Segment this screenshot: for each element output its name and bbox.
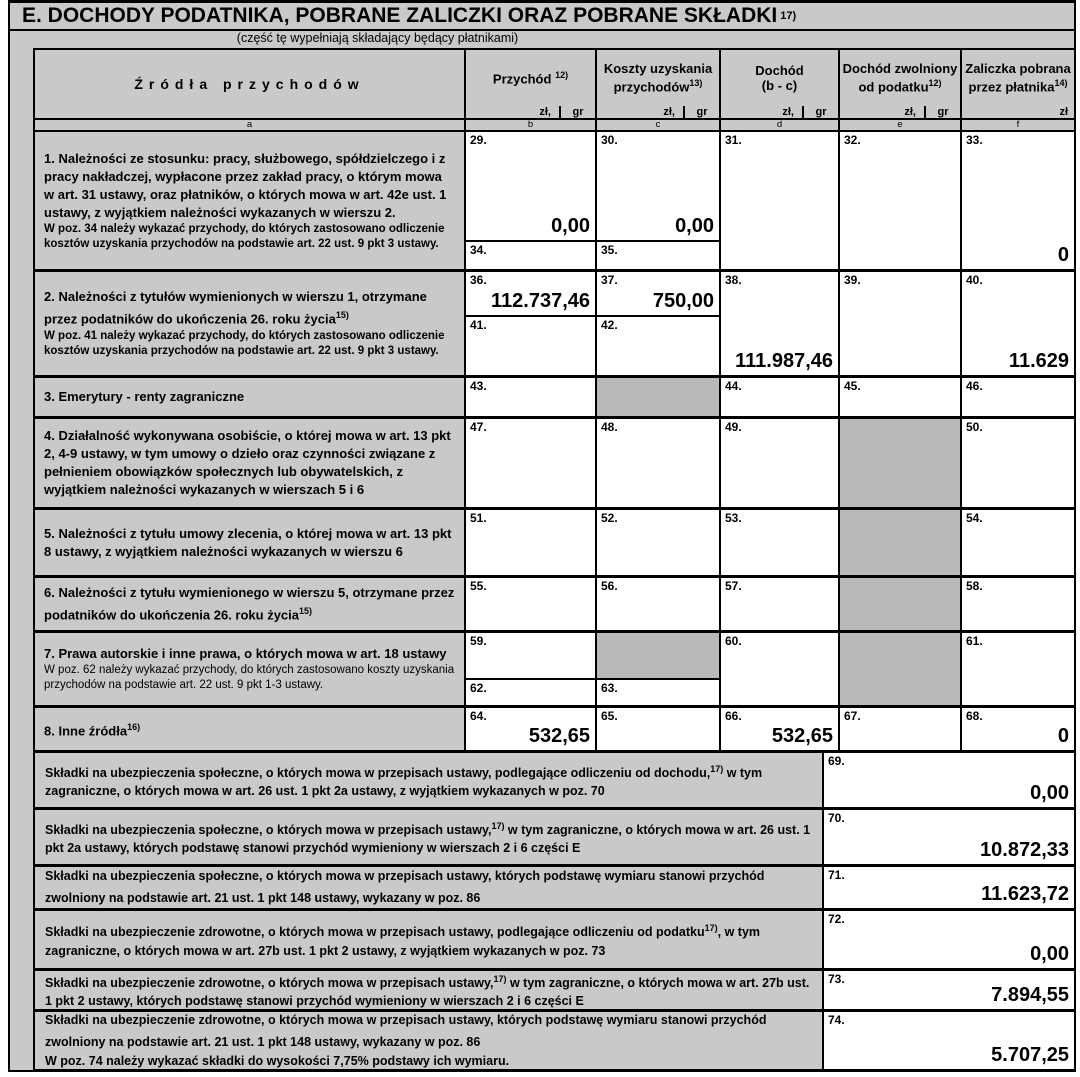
- field-71-number: 71.: [828, 868, 845, 882]
- row-7-label-cell: [35, 633, 464, 705]
- field-69-value: 0,00: [1030, 782, 1069, 804]
- field-44: [719, 378, 838, 416]
- row-8-footnote: 16): [127, 721, 141, 732]
- section-title-bar: [10, 3, 1074, 31]
- blocked-cell-row7-zwolniony: [838, 633, 960, 705]
- column-header-dochod-zwolniony-label: Dochód zwolniony od podatku: [842, 60, 958, 95]
- field-46-number: 46.: [966, 379, 983, 393]
- blocked-cell-row5-zwolniony: [838, 510, 960, 575]
- column-header-sources-label: Źródła przychodów: [134, 75, 365, 92]
- field-37-number: 37.: [601, 273, 618, 287]
- column-header-przychod-label: Przychód: [492, 71, 552, 87]
- field-55: [464, 578, 595, 630]
- field-49-number: 49.: [725, 420, 742, 434]
- field-73: [822, 971, 1074, 1009]
- field-56: [595, 578, 719, 630]
- column-header-dochod: [719, 50, 838, 118]
- contrib-74-label-cell: [35, 1012, 822, 1069]
- field-60-number: 60.: [725, 634, 742, 648]
- contrib-70-footnote: 17): [491, 820, 505, 831]
- row-3-label-cell: [35, 378, 464, 416]
- column-header-przychod-footnote: 12): [555, 70, 569, 81]
- row-1-note: W poz. 34 należy wykazać przychody, do których zastosowano odliczenie kosztów uzyskania przychodów na podstawie art. 22 ust. 9 pkt 3 ustawy.: [44, 222, 445, 250]
- field-50: [960, 419, 1074, 507]
- unit-zl: zł,: [663, 106, 675, 118]
- blocked-cell-row6-zwolniony: [838, 578, 960, 630]
- field-38: [719, 272, 838, 375]
- field-40-number: 40.: [966, 273, 983, 287]
- field-30: [597, 132, 719, 242]
- field-46: [960, 378, 1074, 416]
- contrib-72-label-cell: [35, 911, 822, 968]
- contrib-73-footnote: 17): [493, 973, 507, 984]
- field-66: [719, 708, 838, 750]
- row-6-footnote: 15): [299, 605, 313, 616]
- field-68: [960, 708, 1074, 750]
- column-letter-f: f: [960, 120, 1074, 130]
- units-koszty: [597, 103, 719, 118]
- field-36-number: 36.: [470, 273, 487, 287]
- field-72: [822, 911, 1074, 968]
- field-31-number: 31.: [725, 133, 742, 147]
- field-36-value: 112.737,46: [491, 290, 590, 312]
- income-row-4: [35, 416, 1074, 507]
- column-letter-a: a: [246, 119, 253, 130]
- field-37-42: [595, 272, 719, 375]
- field-35-number: 35.: [601, 243, 618, 257]
- unit-zl: zł,: [904, 106, 916, 118]
- field-67: [838, 708, 960, 750]
- field-62-number: 62.: [470, 681, 487, 695]
- contrib-69-label-cell: [35, 753, 822, 807]
- contrib-73-label: Składki na ubezpieczenie zdrowotne, o których mowa w przepisach ustawy,$^{17)}$ w tym zagraniczne, o których mowa w art. 27b ust. 1 pkt 2 ustawy, których podstawę stanowi przychód wymieniony w wierszach 2 i 6 części E: [45, 973, 810, 1009]
- field-32-number: 32.: [844, 133, 861, 147]
- unit-zl: zł,: [782, 106, 794, 118]
- blocked-cell-row7-koszty: [597, 633, 719, 680]
- field-45: [838, 378, 960, 416]
- unit-zl: zł,: [539, 106, 551, 118]
- field-39-number: 39.: [844, 273, 861, 287]
- contrib-71-label: Składki na ubezpieczenia społeczne, o których mowa w przepisach ustawy, których podstawę wymiaru stanowi przychód zwolniony na podstawie art. 21 ust. 1 pkt 148 ustawy, wykazany w poz. 86: [45, 869, 765, 906]
- income-row-7: [35, 630, 1074, 705]
- income-row-2: [35, 269, 1074, 375]
- field-54-number: 54.: [966, 511, 983, 525]
- field-33-number: 33.: [966, 133, 983, 147]
- field-65: [595, 708, 719, 750]
- row-1-label-cell: [35, 132, 464, 269]
- field-54: [960, 510, 1074, 575]
- field-69-number: 69.: [828, 754, 845, 768]
- field-40: [960, 272, 1074, 375]
- field-31: [719, 132, 838, 269]
- field-30-value: 0,00: [675, 215, 714, 237]
- row-1-label: 1. Należności ze stosunku: pracy, służbowego, spółdzielczego i z pracy nakładczej, wypłacone przez zakład pracy, o którym mowa w art. 31 ustawy, oraz płatników, o których mowa w art. 42e ust. 1 ustawy, z wyjątkiem należności wykazanych w wierszu 2.: [44, 150, 447, 220]
- field-52-number: 52.: [601, 511, 618, 525]
- field-49: [719, 419, 838, 507]
- contrib-74-note: W poz. 74 należy wykazać składki do wysokości 7,75% podstawy ich wymiaru.: [45, 1053, 510, 1068]
- field-41-number: 41.: [470, 318, 487, 332]
- field-43: [464, 378, 595, 416]
- field-47: [464, 419, 595, 507]
- field-73-number: 73.: [828, 972, 845, 986]
- field-44-number: 44.: [725, 379, 742, 393]
- section-title: E. DOCHODY PODATNIKA, POBRANE ZALICZKI ORAZ POBRANE SKŁADKI: [22, 4, 778, 27]
- field-35: [597, 242, 719, 269]
- row-7-label: 7. Prawa autorskie i inne prawa, o których mowa w art. 18 ustawy: [44, 646, 447, 661]
- field-59-number: 59.: [470, 634, 487, 648]
- field-68-value: 0: [1057, 725, 1069, 747]
- field-51: [464, 510, 595, 575]
- contributions-table: [33, 750, 1076, 1071]
- column-header-zaliczka: [960, 50, 1074, 118]
- field-63-group: [595, 633, 719, 705]
- field-47-number: 47.: [470, 420, 487, 434]
- column-header-dochod-label: Dochód: [755, 62, 804, 78]
- field-61-number: 61.: [966, 634, 983, 648]
- field-74-number: 74.: [828, 1013, 845, 1027]
- column-header-dochod-formula: (b - c): [761, 77, 798, 93]
- field-36-41: [464, 272, 595, 375]
- contrib-72-footnote: 17): [704, 923, 718, 934]
- contrib-71-label-cell: [35, 867, 822, 908]
- field-45-number: 45.: [844, 379, 861, 393]
- field-32: [838, 132, 960, 269]
- column-letter-d: d: [719, 120, 838, 130]
- field-39: [838, 272, 960, 375]
- income-row-8: [35, 705, 1074, 750]
- field-29-number: 29.: [470, 133, 487, 147]
- section-subtitle-bar: [10, 31, 1074, 46]
- contrib-row-73: [35, 968, 1074, 1009]
- field-66-value: 532,65: [771, 725, 833, 747]
- field-64-value: 532,65: [528, 725, 590, 747]
- field-30-number: 30.: [601, 133, 618, 147]
- field-37: [597, 272, 719, 317]
- field-64-number: 64.: [470, 709, 487, 723]
- field-34-number: 34.: [470, 243, 487, 257]
- income-row-1: [35, 130, 1074, 269]
- field-63-number: 63.: [601, 681, 618, 695]
- field-57-number: 57.: [725, 579, 742, 593]
- column-header-koszty-label: Koszty uzyskania przychodów: [603, 60, 713, 95]
- field-29-value: 0,00: [551, 215, 590, 237]
- row-6-label-cell: [35, 578, 464, 630]
- income-row-3: [35, 375, 1074, 416]
- field-57: [719, 578, 838, 630]
- field-71: [822, 867, 1074, 908]
- row-8-label: 8. Inne źródła$^{16)}$: [44, 721, 141, 739]
- field-36: [466, 272, 595, 317]
- field-74-value: 5.707,25: [991, 1044, 1069, 1066]
- column-header-koszty: [595, 50, 719, 118]
- row-6-label: 6. Należności z tytułu wymienionego w wierszu 5, otrzymane przez podatników do ukończenia 26. roku życia$^{15)}$: [44, 584, 455, 623]
- contrib-row-69: [35, 753, 1074, 807]
- contrib-74-label: Składki na ubezpieczenie zdrowotne, o których mowa w przepisach ustawy, których podstawę wymiaru stanowi przychód zwolniony na podstawie art. 21 ust. 1 pkt 148 ustawy, wykazany w poz. 86: [45, 1013, 767, 1050]
- column-letter-e: e: [838, 120, 960, 130]
- field-38-number: 38.: [725, 273, 742, 287]
- contrib-row-72: [35, 908, 1074, 968]
- field-29: [466, 132, 595, 242]
- unit-zl: zł: [1059, 106, 1068, 118]
- contrib-72-label: Składki na ubezpieczenie zdrowotne, o których mowa w przepisach ustawy, podlegające odliczeniu od podatku$^{17)}$, w tym zagraniczne, o których mowa w art. 27b ust. 1 pkt 2 ustawy, z wyjątkiem wykazanych w poz. 73: [45, 923, 761, 958]
- field-30-35: [595, 132, 719, 269]
- column-header-dochod-zwolniony-footnote: 12): [928, 77, 942, 88]
- income-table-header: [35, 50, 1074, 118]
- field-70-number: 70.: [828, 811, 845, 825]
- blocked-cell-row4-zwolniony: [838, 419, 960, 507]
- units-przychod: [466, 103, 595, 118]
- row-7-note: W poz. 62 należy wykazać przychody, do których zastosowano koszty uzyskania przychodów na podstawie art. 22 ust. 9 pkt 1-3 ustawy.: [44, 664, 455, 691]
- field-41: [466, 317, 595, 375]
- field-59: [466, 633, 595, 680]
- field-40-value: 11.629: [1008, 350, 1069, 372]
- units-zaliczka: [962, 103, 1074, 118]
- contrib-70-label-cell: [35, 810, 822, 864]
- income-row-6: [35, 575, 1074, 630]
- column-header-zaliczka-label: Zaliczka pobrana przez płatnika: [965, 60, 1071, 95]
- contrib-row-71: [35, 864, 1074, 908]
- row-2-footnote: 15): [335, 310, 349, 321]
- field-43-number: 43.: [470, 379, 487, 393]
- contrib-row-74: [35, 1009, 1074, 1069]
- field-68-number: 68.: [966, 709, 983, 723]
- blocked-cell-row3-koszty: [595, 378, 719, 416]
- field-66-number: 66.: [725, 709, 742, 723]
- field-29-34: [464, 132, 595, 269]
- contrib-70-label: Składki na ubezpieczenia społeczne, o których mowa w przepisach ustawy,$^{17)}$ w tym zagraniczne, o których mowa w art. 26 ust. 1 pkt 2a ustawy, których podstawę stanowi przychód wymieniony w wierszach 2 i 6 części E: [45, 820, 811, 856]
- unit-gr: gr: [924, 106, 960, 118]
- field-72-number: 72.: [828, 912, 845, 926]
- column-header-dochod-zwolniony: [838, 50, 960, 118]
- row-2-label: 2. Należności z tytułów wymienionych w wierszu 1, otrzymane przez podatników do ukończenia 26. roku życia$^{15)}$: [44, 289, 427, 327]
- field-42-number: 42.: [601, 318, 618, 332]
- field-50-number: 50.: [966, 420, 983, 434]
- field-61: [960, 633, 1074, 705]
- column-letters-row: [35, 118, 1074, 130]
- contrib-73-label-cell: [35, 971, 822, 1009]
- field-58-number: 58.: [966, 579, 983, 593]
- column-letter-b: b: [464, 120, 595, 130]
- income-table: [33, 48, 1076, 750]
- section-subtitle: (część tę wypełniają składający będący płatnikami): [236, 31, 519, 45]
- unit-gr: gr: [683, 106, 719, 118]
- field-42: [597, 317, 719, 375]
- field-53: [719, 510, 838, 575]
- field-65-number: 65.: [601, 709, 618, 723]
- field-59-62: [464, 633, 595, 705]
- field-58: [960, 578, 1074, 630]
- unit-gr: gr: [559, 106, 595, 118]
- field-48-number: 48.: [601, 420, 618, 434]
- row-8-label-cell: [35, 708, 464, 750]
- field-33: [960, 132, 1074, 269]
- row-2-label-cell: [35, 272, 464, 375]
- row-5-label-cell: [35, 510, 464, 575]
- field-48: [595, 419, 719, 507]
- column-letter-c: c: [595, 120, 719, 130]
- field-53-number: 53.: [725, 511, 742, 525]
- field-69: [822, 753, 1074, 807]
- units-dochod-zwolniony: [840, 103, 960, 118]
- field-34: [466, 242, 595, 269]
- section-title-footnote: 17): [780, 10, 797, 22]
- field-62: [466, 680, 595, 705]
- field-60: [719, 633, 838, 705]
- field-55-number: 55.: [470, 579, 487, 593]
- units-dochod: [721, 103, 838, 118]
- row-4-label: 4. Działalność wykonywana osobiście, o której mowa w art. 13 pkt 2, 4-9 ustawy, w tym umowy o dzieło oraz czynności związane z pełnieniem obowiązków społecznych lub obywatelskich, z wyjątkiem należności wykazanych w wierszach 5 i 6: [44, 428, 451, 497]
- field-56-number: 56.: [601, 579, 618, 593]
- row-3-label: 3. Emerytury - renty zagraniczne: [44, 389, 245, 404]
- row-2-note: W poz. 41 należy wykazać przychody, do których zastosowano odliczenie kosztów uzyskania przychodów na podstawie art. 22 ust. 9 pkt 3 ustawy.: [44, 329, 445, 357]
- unit-gr: gr: [802, 106, 838, 118]
- row-5-label: 5. Należności z tytułu umowy zlecenia, o której mowa w art. 13 pkt 8 ustawy, z wyjątkiem należności wykazanych w wierszu 6: [44, 525, 452, 559]
- field-70-value: 10.872,33: [980, 839, 1069, 861]
- field-51-number: 51.: [470, 511, 487, 525]
- contrib-69-footnote: 17): [710, 763, 724, 774]
- column-header-zaliczka-footnote: 14): [1054, 77, 1068, 88]
- field-73-value: 7.894,55: [991, 984, 1069, 1006]
- field-37-value: 750,00: [652, 290, 714, 312]
- field-71-value: 11.623,72: [981, 883, 1069, 905]
- field-33-value: 0: [1057, 244, 1069, 266]
- column-header-sources: [35, 50, 464, 118]
- column-header-koszty-footnote: 13): [689, 77, 703, 88]
- field-74: [822, 1012, 1074, 1069]
- field-67-number: 67.: [844, 709, 861, 723]
- field-38-value: 111.987,46: [735, 350, 833, 372]
- contrib-69-label: Składki na ubezpieczenia społeczne, o których mowa w przepisach ustawy, podlegające odliczeniu od dochodu,$^{17)}$ w tym zagraniczne, o których mowa w art. 26 ust. 1 pkt 2a ustawy, z wyjątkiem wykazanych w poz. 70: [45, 763, 763, 799]
- field-70: [822, 810, 1074, 864]
- field-52: [595, 510, 719, 575]
- field-64: [464, 708, 595, 750]
- field-72-value: 0,00: [1030, 943, 1069, 965]
- contrib-row-70: [35, 807, 1074, 864]
- field-63: [597, 680, 719, 705]
- income-row-5: [35, 507, 1074, 575]
- row-4-label-cell: [35, 419, 464, 507]
- column-header-przychod: [464, 50, 595, 118]
